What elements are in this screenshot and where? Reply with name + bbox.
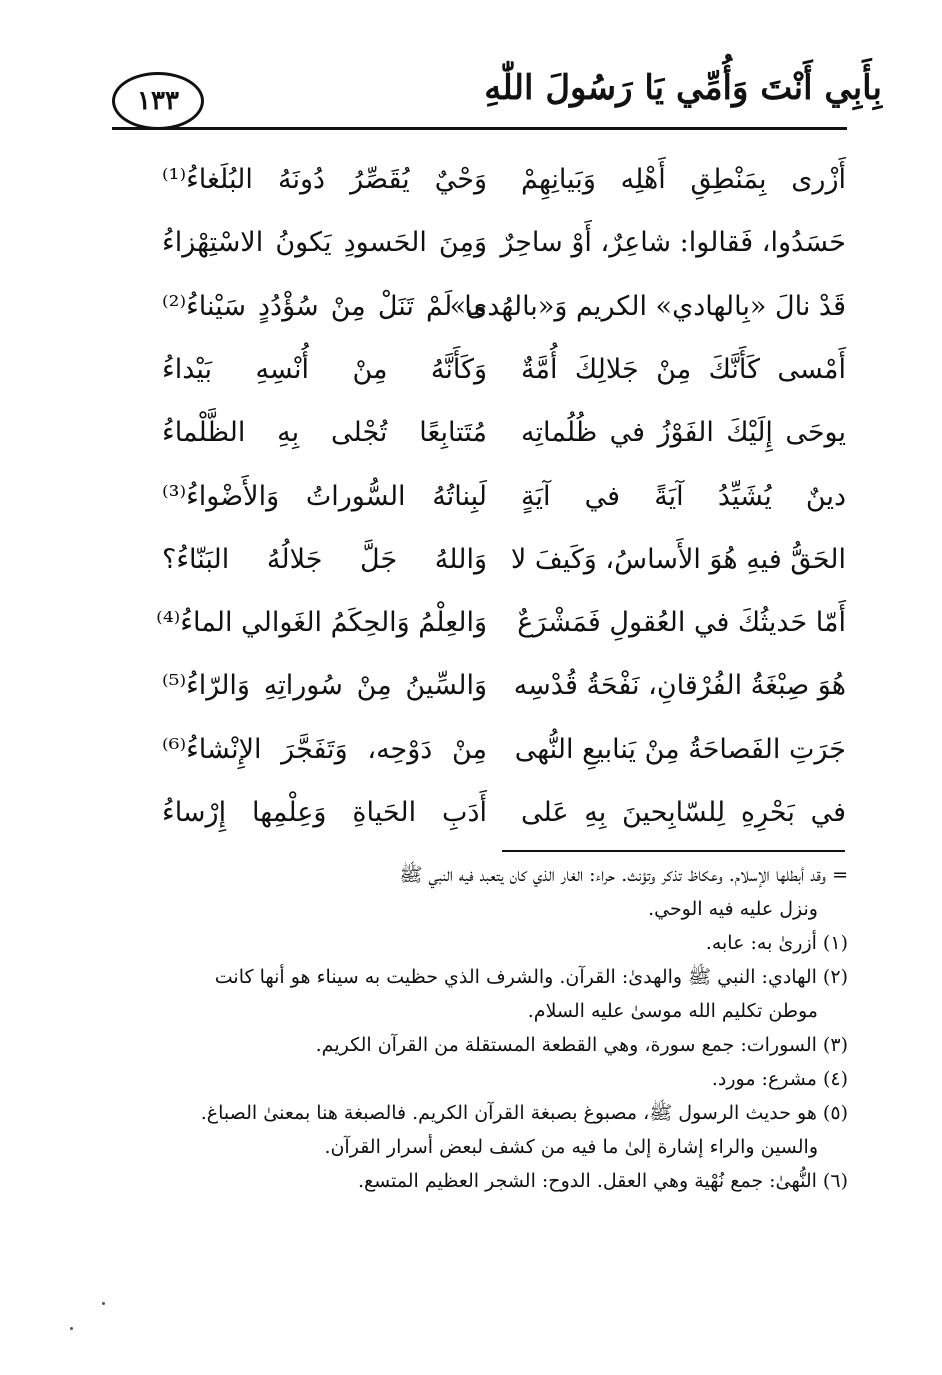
footnotes-list bbox=[110, 858, 848, 1198]
verse-first-hemistich: حَسَدُوا، فَقالوا: شاعِرٌ، أَوْ ساحِرٌ bbox=[500, 227, 846, 259]
verse-line bbox=[162, 275, 846, 338]
footnote-continuation: ونزل عليه فيه الوحي. bbox=[648, 898, 818, 920]
verse-second-hemistich: وَالسِّينُ مِنْ سُوراتِهِ وَالرّاءُ⁽⁵⁾ bbox=[162, 670, 487, 702]
footnote: (٦) النُّهىٰ: جمع نُهْية وهي العقل. الدوح: الشجر العظيم المتسع. bbox=[357, 1170, 848, 1192]
verse-first-hemistich: في بَحْرِهِ لِلسّابِحينَ بِهِ عَلى bbox=[521, 797, 846, 829]
verse-first-hemistich: يوحَى إِلَيْكَ الفَوْزُ في ظُلُماتِه bbox=[521, 417, 846, 449]
footnote: (٣) السورات: جمع سورة، وهي القطعة المستقلة من القرآن الكريم. bbox=[315, 1034, 848, 1056]
verse-line bbox=[162, 654, 846, 717]
verse-line bbox=[162, 718, 846, 781]
poem-verses bbox=[156, 148, 846, 844]
verse-first-hemistich: أَزْرى بِمَنْطِقِ أَهْلِه وَبَيانِهِمْ bbox=[521, 164, 846, 196]
verse-line bbox=[162, 401, 846, 464]
scan-speck bbox=[70, 1327, 73, 1330]
verse-line bbox=[162, 464, 846, 527]
footnote-continuation: موطن تكليم الله موسىٰ عليه السلام. bbox=[527, 1000, 818, 1022]
verse-second-hemistich: لَبِناتُهُ السُّوراتُ وَالأَضْواءُ⁽³⁾ bbox=[162, 480, 487, 512]
verse-first-hemistich: أَمْسى كَأَنَّكَ مِنْ جَلالِكَ أُمَّةٌ bbox=[521, 353, 846, 385]
footnote: (١) أزرىٰ به: عابه. bbox=[705, 932, 848, 954]
footnote: = وقد أبطلها الإسلام. وعكاظ تذكر وتؤنث. حراء: الغار الذي كان يتعبد فيه النبي ﷺ bbox=[399, 864, 848, 886]
footnote-continuation: والسين والراء إشارة إلىٰ ما فيه من كشف لبعض أسرار القرآن. bbox=[324, 1136, 818, 1158]
footnote: (٢) الهادي: النبي ﷺ والهدىٰ: القرآن. والشرف الذي حظيت به سيناء هو أنها كانت bbox=[214, 966, 848, 988]
running-header-title: بِأَبِي أَنْتَ وَأُمِّي يَا رَسُولَ اللّٰهِ bbox=[484, 68, 882, 108]
footnote: (٥) هو حديث الرسول ﷺ، مصبوغ بصبغة القرآن الكريم. فالصبغة هنا بمعنىٰ الصباغ. bbox=[200, 1102, 848, 1124]
verse-line bbox=[156, 591, 846, 654]
verse-line bbox=[162, 781, 846, 844]
verse-second-hemistich: وَمِنَ الحَسودِ يَكونُ الاسْتِهْزاءُ bbox=[162, 227, 487, 259]
verse-second-hemistich: وَكَأَنَّهُ مِنْ أُنْسِهِ بَيْداءُ bbox=[162, 353, 487, 385]
page-number-badge: ١٣٣ bbox=[112, 72, 204, 130]
footnotes-separator bbox=[502, 850, 845, 852]
verse-second-hemistich: أَدَبِ الحَياةِ وَعِلْمِها إِرْساءُ bbox=[162, 797, 487, 829]
verse-line bbox=[162, 528, 846, 591]
verse-first-hemistich: هُوَ صِبْغَةُ الفُرْقانِ، نَفْحَةُ قُدْسِه bbox=[513, 670, 846, 702]
verse-line bbox=[162, 148, 846, 211]
footnote: (٤) مشرع: مورد. bbox=[711, 1068, 848, 1090]
header-rule bbox=[112, 127, 847, 130]
verse-second-hemistich: وَاللهُ جَلَّ جَلالُهُ البَنّاءُ؟ bbox=[162, 543, 487, 575]
verse-first-hemistich: أَمّا حَديثُكَ في العُقولِ فَمَشْرَعٌ bbox=[517, 607, 846, 639]
verse-first-hemistich: قَدْ نالَ «بِالهادي» الكريم وَ«بالهُدى» bbox=[449, 290, 846, 322]
verse-second-hemistich: مُتَتابِعًا تُجْلى بِهِ الظَّلْماءُ bbox=[162, 417, 487, 449]
verse-first-hemistich: الحَقُّ فيهِ هُوَ الأَساسُ، وَكَيفَ لا bbox=[510, 543, 846, 575]
verse-second-hemistich: مِنْ دَوْحِه، وَتَفَجَّرَ الإِنْشاءُ⁽⁶⁾ bbox=[162, 733, 487, 765]
verse-line bbox=[162, 338, 846, 401]
verse-second-hemistich: وَالعِلْمُ وَالحِكَمُ الغَوالي الماءُ⁽⁴⁾ bbox=[156, 607, 487, 639]
verse-line bbox=[162, 211, 846, 274]
scan-speck bbox=[102, 1302, 105, 1305]
verse-second-hemistich: وَحْيٌ يُقَصِّرُ دُونَهُ البُلَغاءُ⁽¹⁾ bbox=[162, 164, 487, 196]
verse-first-hemistich: دينٌ يُشَيِّدُ آيَةً في آيَةٍ bbox=[521, 480, 846, 512]
verse-first-hemistich: جَرَتِ الفَصاحَةُ مِنْ يَنابيعِ النُّهى bbox=[514, 733, 846, 765]
verse-second-hemistich: ما لَمْ تَنَلْ مِنْ سُؤْدُدٍ سَيْناءُ⁽²⁾ bbox=[162, 290, 487, 322]
